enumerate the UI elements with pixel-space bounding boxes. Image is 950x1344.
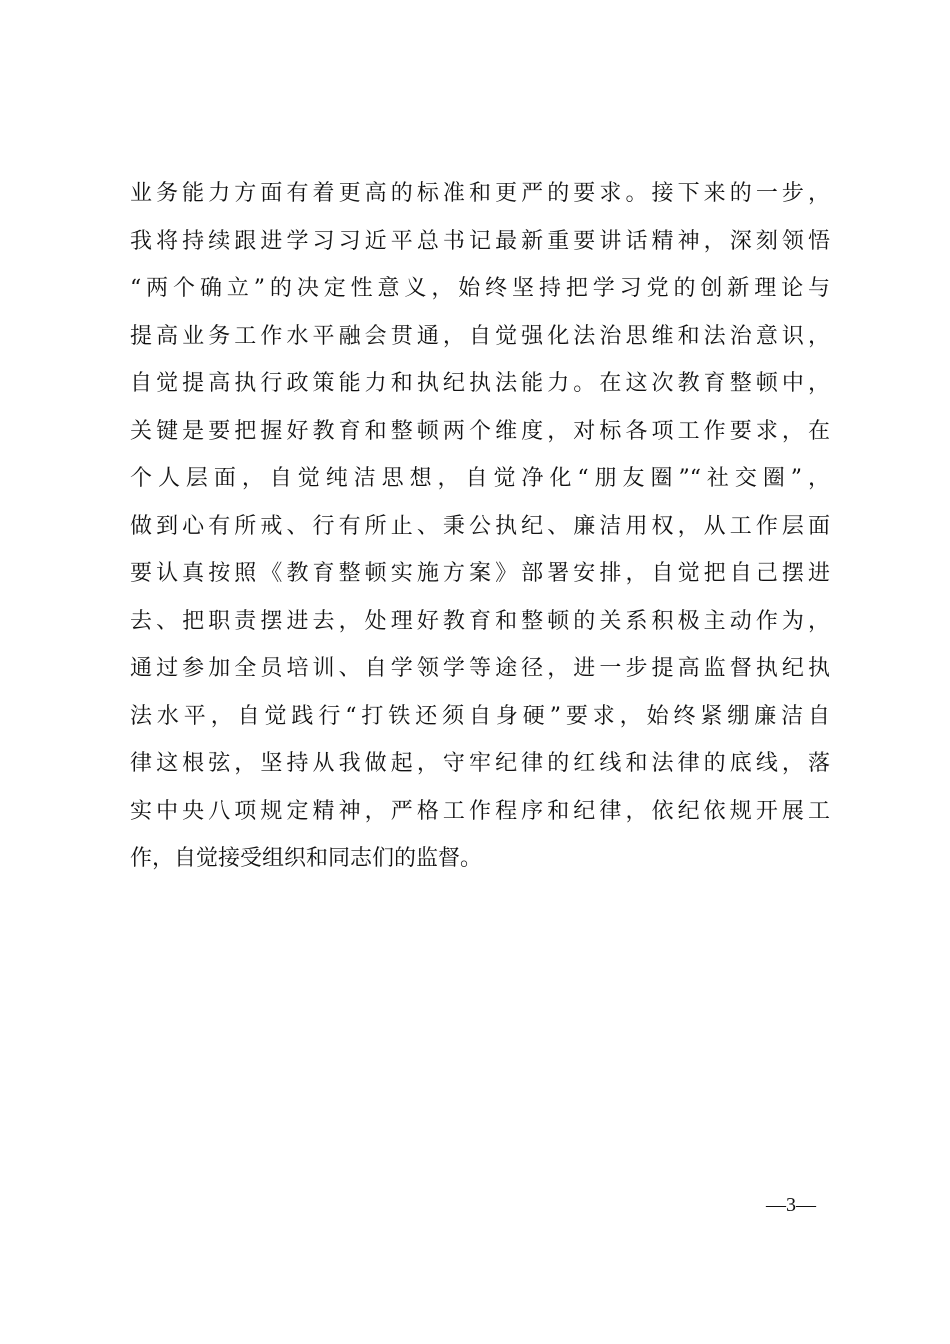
text-line: 作，自觉接受组织和同志们的监督。	[130, 846, 483, 871]
text-line: 个人层面，自觉纯洁思想，自觉净化“朋友圈”“社交圈”，	[130, 466, 830, 491]
text-line: 律这根弦，坚持从我做起，守牢纪律的红线和法律的底线，落	[130, 751, 830, 776]
body-paragraph	[130, 170, 830, 883]
text-line: 要认真按照《教育整顿实施方案》部署安排，自觉把自己摆进	[130, 561, 830, 586]
text-line: 做到心有所戒、行有所止、秉公执纪、廉洁用权，从工作层面	[130, 513, 830, 539]
page-number: —3—	[766, 1194, 816, 1216]
text-line: 自觉提高执行政策能力和执纪执法能力。在这次教育整顿中，	[130, 371, 830, 396]
text-line: 法水平，自觉践行“打铁还须自身硬”要求，始终紧绷廉洁自	[130, 703, 830, 729]
text-line: 关键是要把握好教育和整顿两个维度，对标各项工作要求，在	[130, 418, 830, 444]
text-line: 提高业务工作水平融会贯通，自觉强化法治思维和法治意识，	[130, 323, 830, 349]
text-line: 通过参加全员培训、自学领学等途径，进一步提高监督执纪执	[130, 656, 830, 681]
text-line: 去、把职责摆进去，处理好教育和整顿的关系积极主动作为，	[130, 608, 830, 634]
text-line: 业务能力方面有着更高的标准和更严的要求。接下来的一步，	[130, 181, 830, 206]
text-line: “两个确立”的决定性意义，始终坚持把学习党的创新理论与	[130, 276, 830, 301]
text-line: 我将持续跟进学习习近平总书记最新重要讲话精神，深刻领悟	[130, 228, 830, 254]
text-line: 实中央八项规定精神，严格工作程序和纪律，依纪依规开展工	[130, 798, 830, 824]
